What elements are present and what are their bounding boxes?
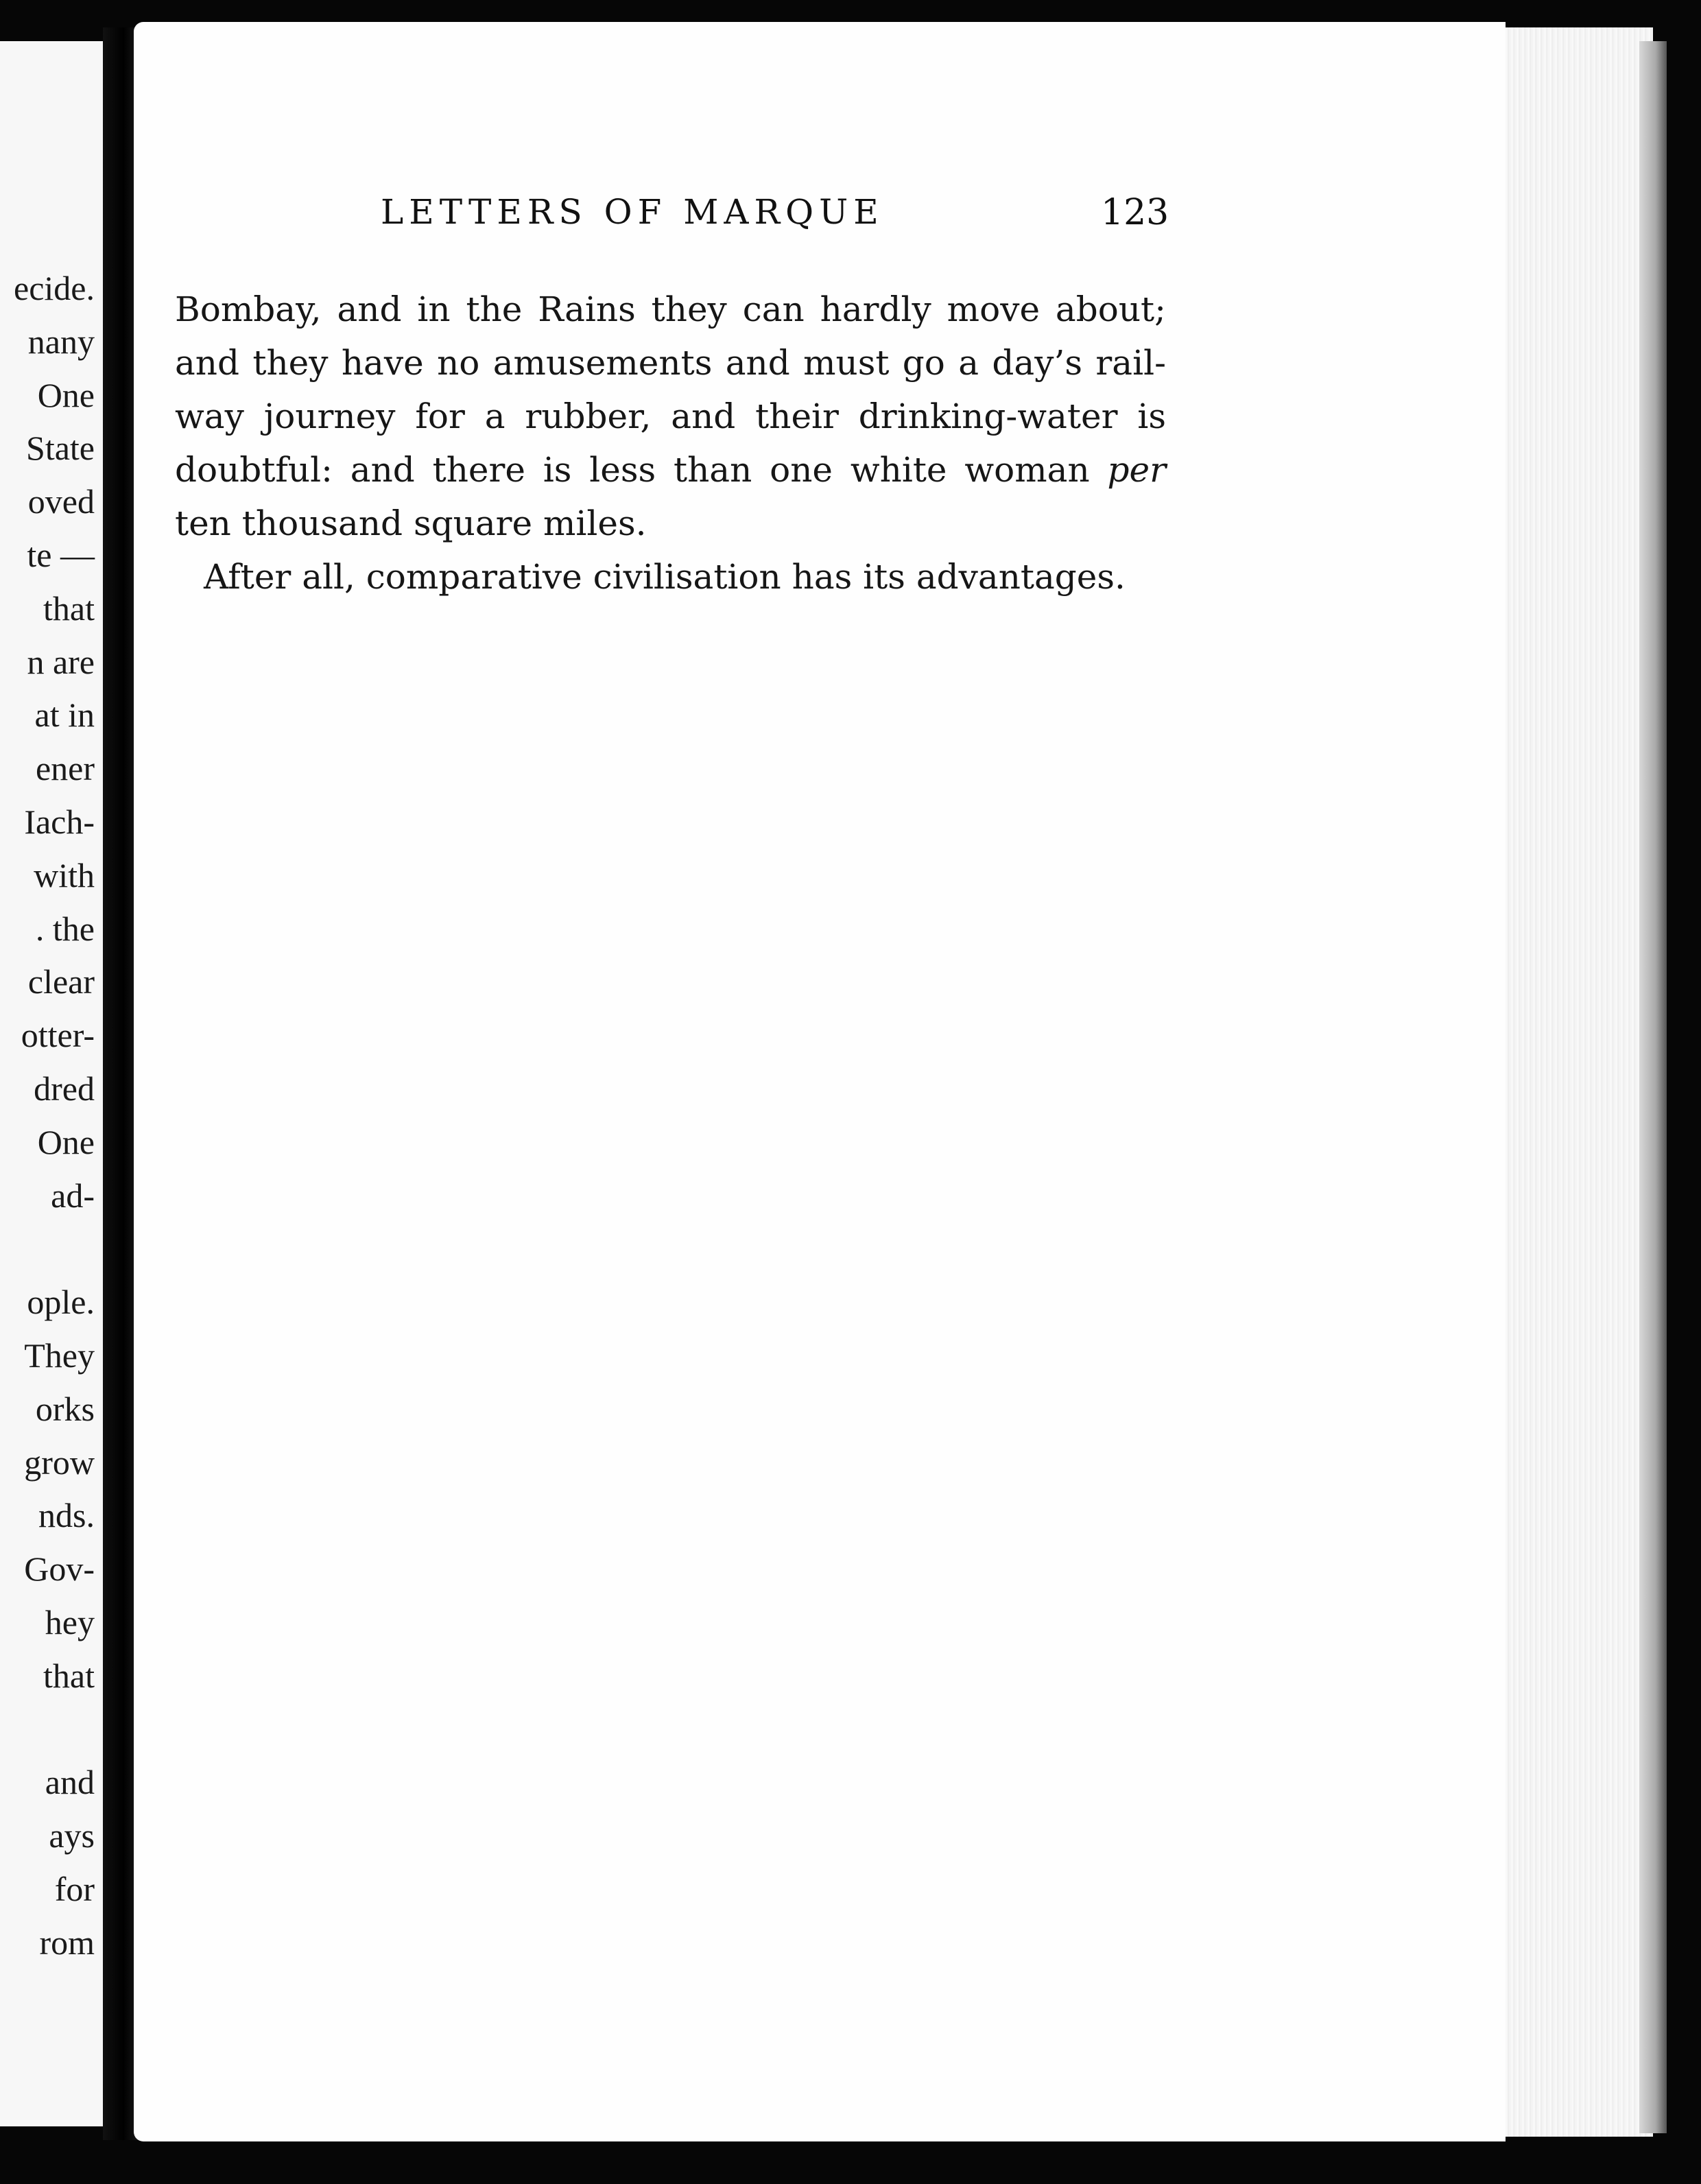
facing-page-line: rom [39, 1923, 95, 1962]
facing-page-line: and [45, 1763, 95, 1802]
facing-page-line: ener [35, 749, 95, 788]
body-line: Bombay, and in the Rains they can hardly move about; [175, 289, 1166, 329]
facing-page-line: n are [27, 642, 95, 681]
facing-page-line: for [54, 1870, 95, 1908]
facing-page-line: that [43, 1656, 95, 1695]
facing-page-line: that [43, 589, 95, 628]
facing-page-line: State [26, 429, 95, 468]
facing-page-line: at in [34, 696, 95, 735]
body-line-text: doubtful: and there is less than one white woman [175, 450, 1090, 490]
facing-page-line: Gov- [24, 1550, 95, 1589]
facing-page-line: ecide. [14, 269, 95, 307]
facing-page-line: ople. [27, 1283, 95, 1322]
facing-page-line: nds. [38, 1496, 95, 1535]
body-line: ten thousand square miles. [175, 503, 647, 543]
facing-page-line: grow [24, 1443, 95, 1482]
facing-page-line: orks [35, 1389, 95, 1428]
facing-page-line: nany [27, 322, 95, 361]
body-line [175, 443, 1166, 497]
facing-page-line: te — [27, 536, 95, 574]
page-number: 123 [1101, 192, 1169, 233]
facing-page-line: ad- [51, 1176, 95, 1215]
page-edge-shadow [1639, 41, 1667, 2133]
facing-page-line: One [37, 1122, 95, 1161]
facing-page-line: hey [45, 1603, 95, 1641]
page-body [175, 283, 1166, 604]
facing-page-line: oved [27, 482, 95, 521]
facing-page-line: One [37, 375, 95, 414]
facing-page-line: . the [35, 909, 95, 948]
body-line: and they have no amusements and must go a day’s rail- [175, 343, 1166, 383]
body-line: way journey for a rubber, and their drinking-water is [175, 396, 1166, 436]
facing-page-line: ays [49, 1816, 95, 1855]
facing-page-line: They [24, 1336, 95, 1375]
facing-page-line: with [34, 855, 95, 894]
italic-word: per [1107, 450, 1166, 490]
paragraph: After all, comparative civilisation has its advantages. [204, 557, 1126, 597]
running-title: LETTERS OF MARQUE [381, 192, 884, 232]
facing-page [0, 41, 103, 2126]
facing-page-line: dred [34, 1069, 95, 1108]
facing-page-line: clear [27, 962, 95, 1001]
facing-page-line: otter- [21, 1016, 95, 1055]
facing-page-line: Iach- [24, 803, 95, 841]
